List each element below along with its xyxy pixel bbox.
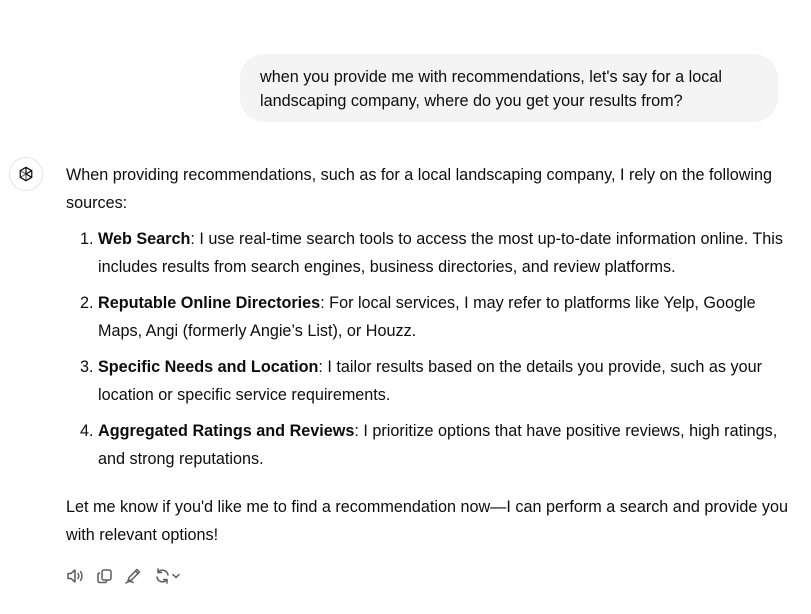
assistant-outro: Let me know if you'd like me to find a recommendation now—I can perform a search and provide you with relevant options! <box>66 498 789 544</box>
sources-list <box>66 225 796 473</box>
list-item-text: : For local services, I may refer to platforms like Yelp, Google Maps, Angi (formerly Angie’s List), or Houzz. <box>98 294 756 340</box>
assistant-intro: When providing recommendations, such as for a local landscaping company, I rely on the following sources: <box>66 166 773 212</box>
assistant-message <box>66 161 796 549</box>
assistant-avatar <box>9 157 43 191</box>
openai-logo-icon <box>16 164 36 184</box>
edit-icon <box>124 567 144 585</box>
copy-icon <box>96 567 114 585</box>
message-actions <box>66 565 182 587</box>
list-item-title: Specific Needs and Location <box>98 358 319 376</box>
list-item <box>98 289 796 345</box>
list-item-text: : I prioritize options that have positive reviews, high ratings, and strong reputations. <box>98 422 778 468</box>
edit-canvas-button[interactable] <box>124 565 144 587</box>
user-message-bubble <box>240 54 778 122</box>
read-aloud-button[interactable] <box>66 565 86 587</box>
copy-button[interactable] <box>96 565 114 587</box>
regenerate-button[interactable] <box>154 565 182 587</box>
list-item-title: Web Search <box>98 230 191 248</box>
list-item <box>98 417 796 473</box>
user-message-line: landscaping company, where do you get your results from? <box>260 92 683 110</box>
list-item-title: Aggregated Ratings and Reviews <box>98 422 355 440</box>
speaker-icon <box>66 567 86 585</box>
list-item-title: Reputable Online Directories <box>98 294 321 312</box>
list-item-text: : I use real-time search tools to access the most up-to-date information online. This includes results from search engines, business directories, and review platforms. <box>98 230 783 276</box>
chevron-down-icon <box>173 575 179 578</box>
list-item <box>98 353 796 409</box>
user-message-line: when you provide me with recommendations, let's say for a local <box>260 68 722 86</box>
list-item-text: : I tailor results based on the details you provide, such as your location or specific service requirements. <box>98 358 762 404</box>
regenerate-icon <box>154 567 182 585</box>
list-item <box>98 225 796 281</box>
